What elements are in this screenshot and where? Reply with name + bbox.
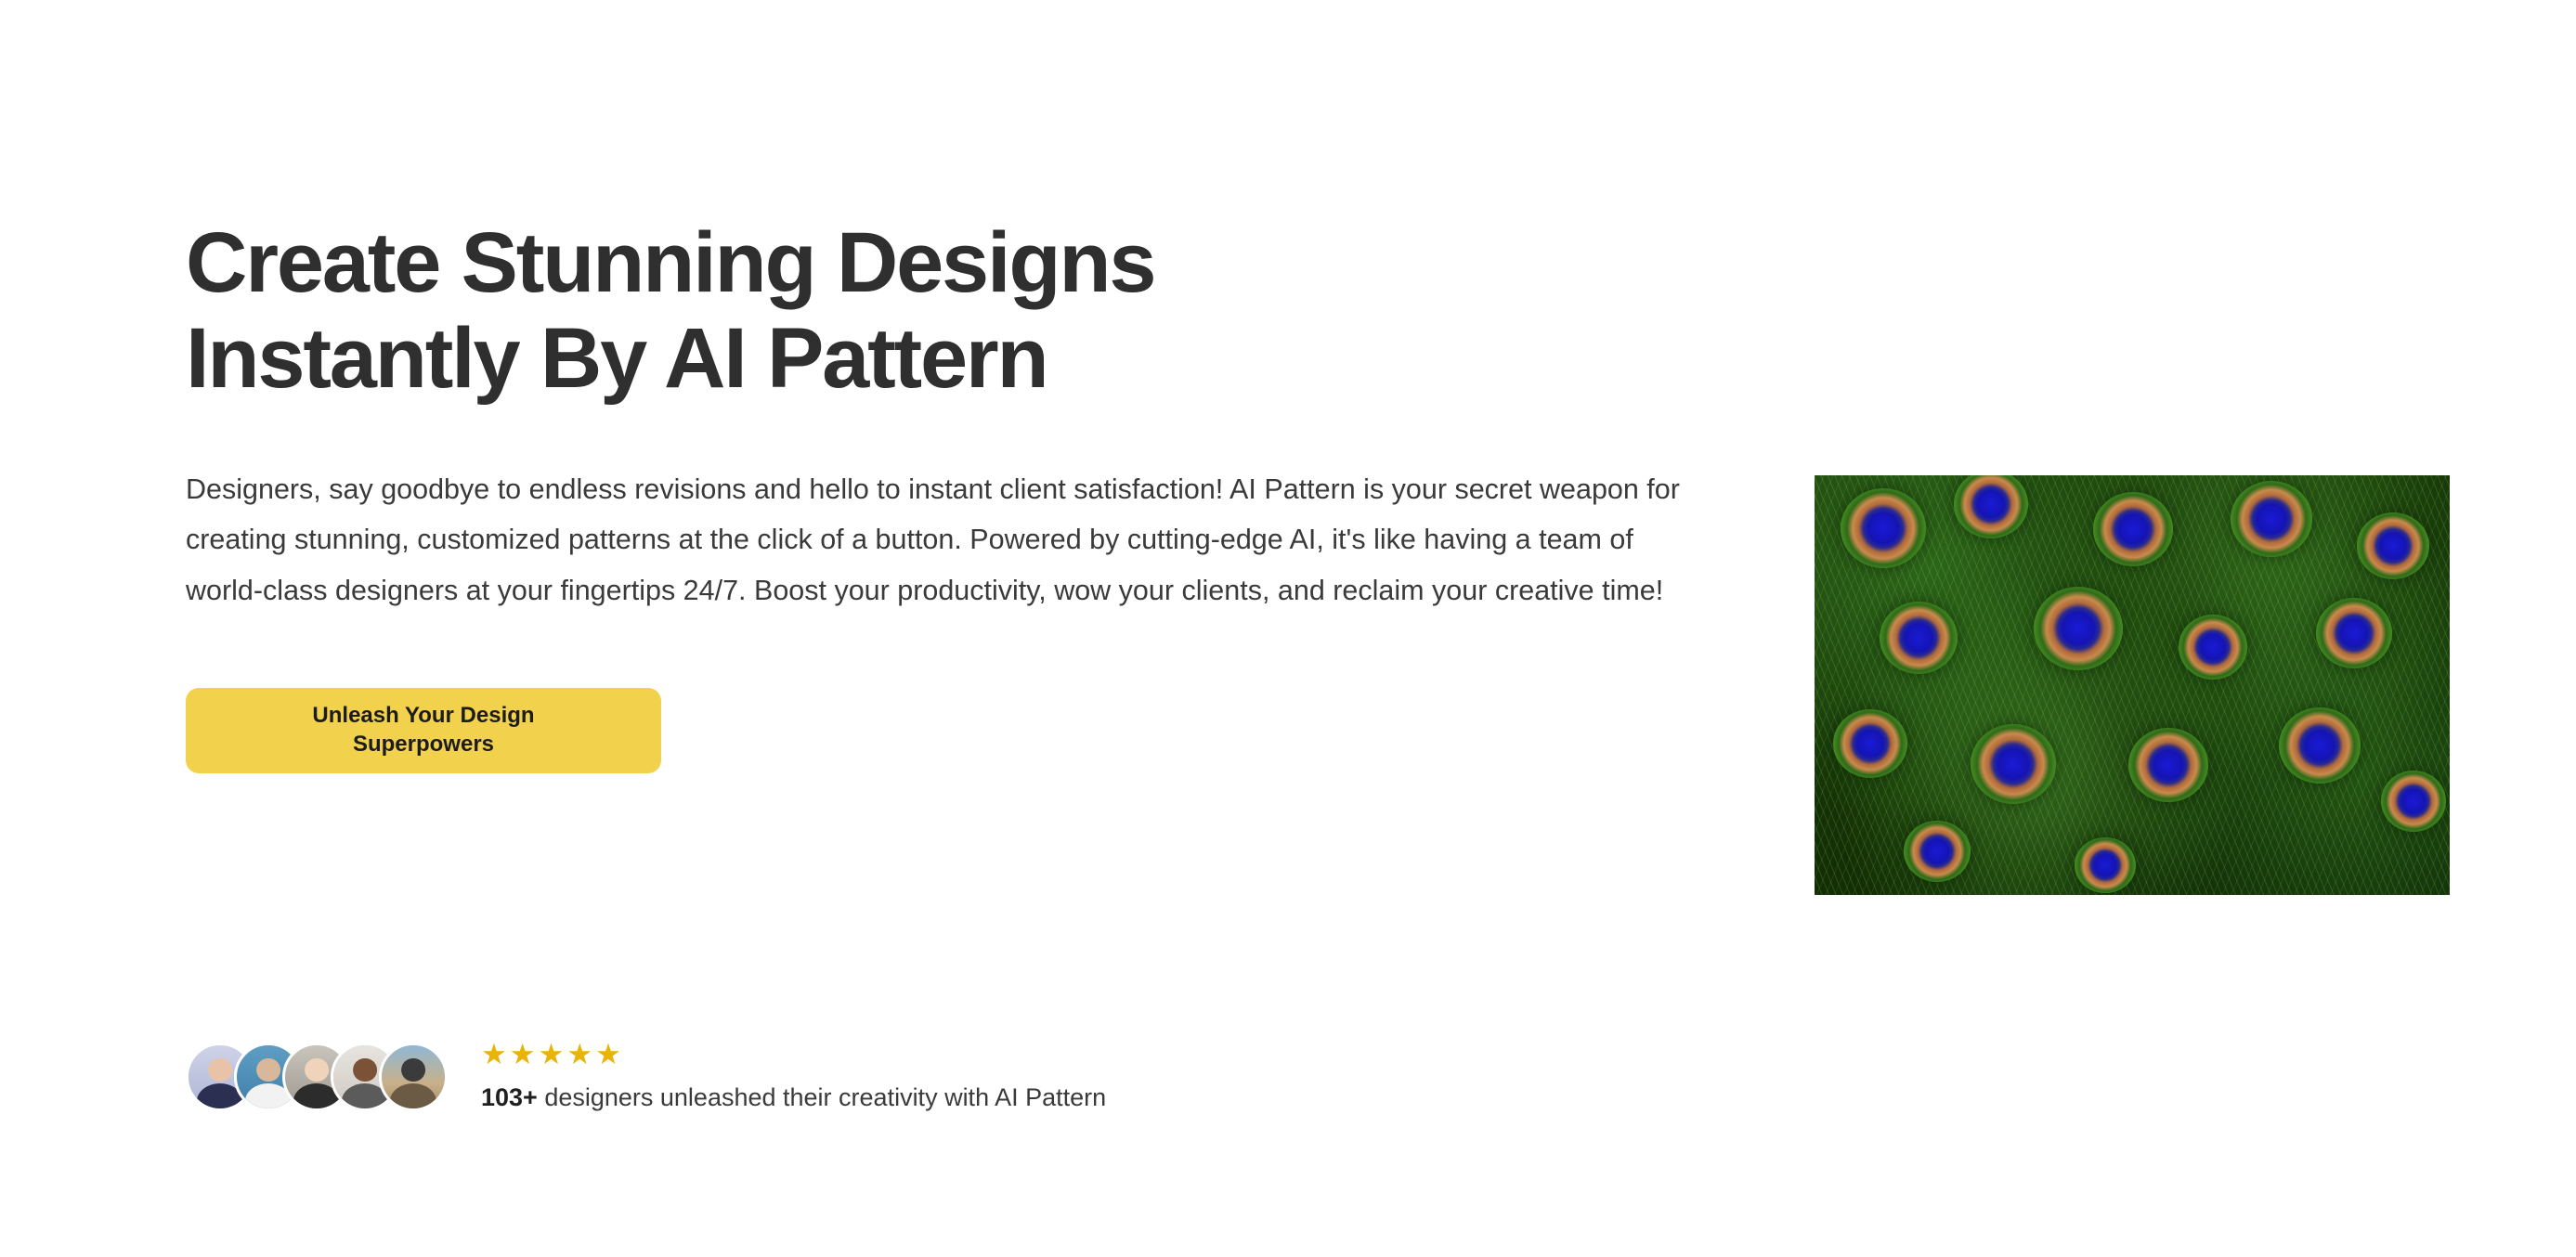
avatar-group bbox=[186, 1042, 448, 1112]
social-proof-text bbox=[481, 1040, 1106, 1114]
feather-eye bbox=[2357, 512, 2429, 579]
hero-content bbox=[186, 215, 1690, 773]
feather-eye bbox=[2034, 587, 2123, 670]
feather-eye bbox=[2075, 837, 2136, 893]
avatar bbox=[379, 1043, 448, 1111]
feather-eye bbox=[2279, 707, 2361, 784]
unleash-your-design-superpowers-button[interactable] bbox=[186, 688, 661, 773]
cta-container bbox=[186, 688, 1690, 773]
feather-eye bbox=[2179, 615, 2247, 680]
feather-eye bbox=[1880, 602, 1958, 674]
feather-eye bbox=[2093, 492, 2173, 566]
social-proof bbox=[186, 1040, 1106, 1114]
title-line-2: Instantly By AI Pattern bbox=[186, 311, 1047, 407]
peacock-feathers-image bbox=[1815, 475, 2450, 895]
star-rating-icon: ★★★★★ bbox=[481, 1038, 624, 1070]
feather-eye bbox=[1904, 821, 1971, 882]
designer-count: 103+ bbox=[481, 1083, 538, 1111]
title-line-1: Create Stunning Designs bbox=[186, 215, 1155, 310]
social-proof-caption bbox=[481, 1082, 1106, 1114]
feather-eye bbox=[2381, 771, 2446, 832]
feather-eye bbox=[1841, 488, 1926, 568]
social-proof-caption-text: designers unleashed their creativity with AI Pattern bbox=[537, 1083, 1107, 1111]
feather-eye bbox=[1833, 709, 1907, 778]
feather-eye bbox=[2231, 481, 2312, 557]
feather-eye bbox=[2316, 598, 2392, 668]
hero-description: Designers, say goodbye to endless revisions and hello to instant client satisfaction! AI Pattern is your secret weapon for creating stunning, customized patterns at the click of a button. Powered by cutting-edge AI, it's like having a team of world-class designers at your fingertips 24/7. Boost your productivity, wow your clients, and reclaim your creative time! bbox=[186, 473, 1680, 606]
feather-eye bbox=[2128, 728, 2208, 802]
page-title bbox=[186, 215, 1504, 407]
cta-label-line-1: Unleash Your Design bbox=[312, 703, 535, 729]
feather-eye bbox=[1971, 724, 2056, 804]
cta-label-line-2: Superpowers bbox=[352, 731, 495, 757]
